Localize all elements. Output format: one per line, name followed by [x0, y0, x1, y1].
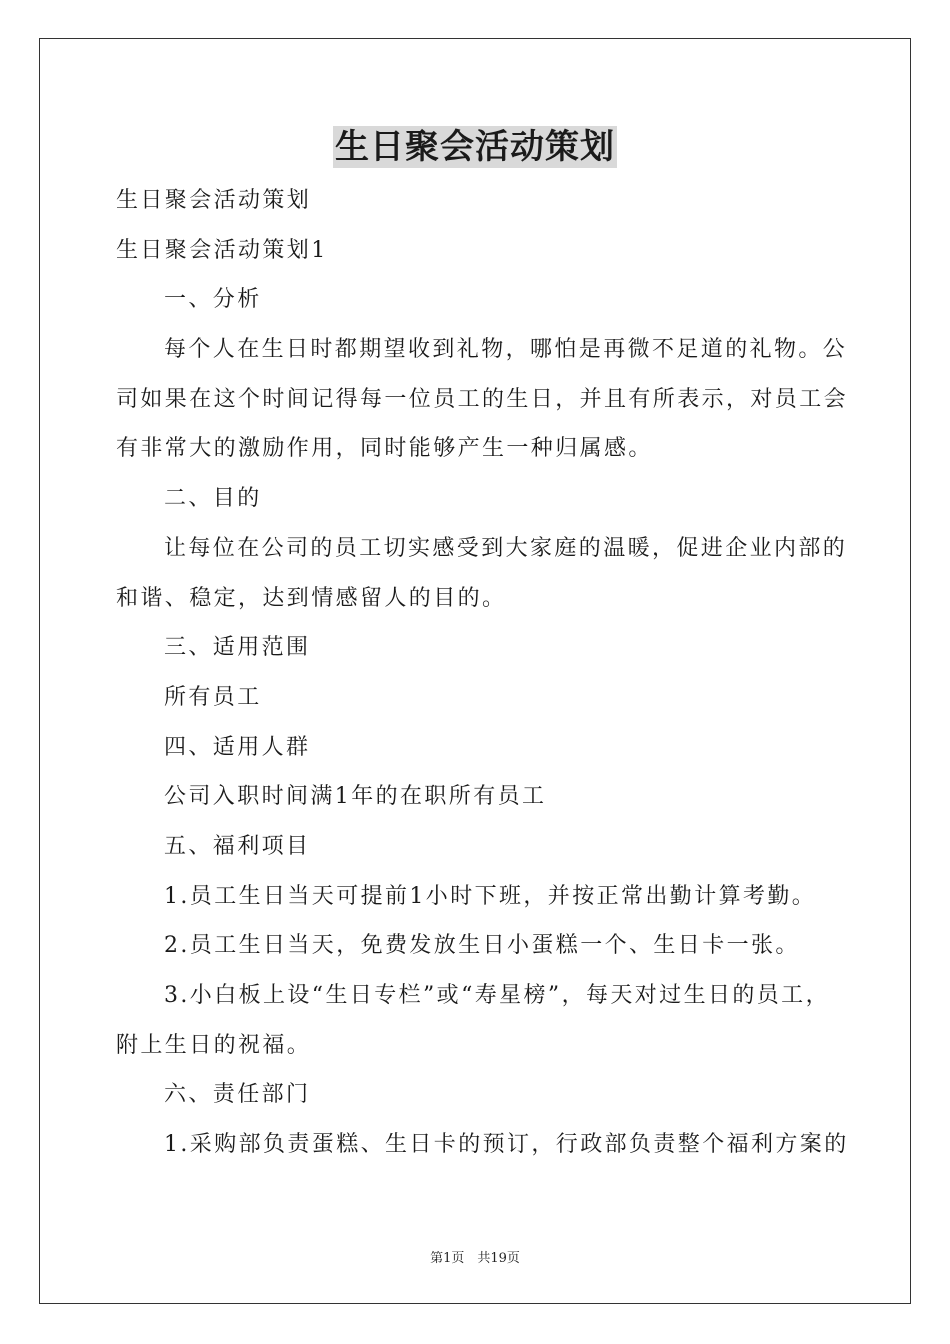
paragraph-line: 五、福利项目: [164, 833, 311, 859]
paragraph-line: 附上生日的祝福。: [116, 1032, 312, 1058]
paragraph-line: 公司入职时间满1年的在职所有员工: [164, 784, 547, 810]
paragraph-line: 三、适用范围: [164, 635, 311, 661]
paragraph-line: 让每位在公司的员工切实感受到大家庭的温暖，促进企业内部的: [164, 535, 848, 561]
paragraph-line: 2.员工生日当天，免费发放生日小蛋糕一个、生日卡一张。: [164, 933, 800, 959]
paragraph-line: 1.员工生日当天可提前1小时下班，并按正常出勤计算考勤。: [164, 883, 817, 909]
paragraph-line: 生日聚会活动策划1: [116, 237, 328, 263]
paragraph-line: 一、分析: [164, 287, 262, 313]
paragraph-line: 二、目的: [164, 486, 262, 512]
paragraph-line: 有非常大的激励作用，同时能够产生一种归属感。: [116, 436, 653, 462]
paragraph-line: 六、责任部门: [164, 1082, 311, 1108]
title-container: [0, 126, 950, 168]
paragraph-line: 每个人在生日时都期望收到礼物，哪怕是再微不足道的礼物。公: [164, 337, 848, 363]
page-footer: 第1页 共19页: [430, 1251, 520, 1266]
paragraph-line: 1.采购部负责蛋糕、生日卡的预订，行政部负责整个福利方案的: [164, 1132, 849, 1158]
paragraph-line: 3.小白板上设“生日专栏”或“寿星榜”，每天对过生日的员工，: [164, 983, 830, 1008]
paragraph-line: 生日聚会活动策划: [116, 188, 312, 213]
paragraph-line: 司如果在这个时间记得每一位员工的生日，并且有所表示，对员工会: [116, 386, 849, 412]
paragraph-line: 和谐、稳定，达到情感留人的目的。: [116, 585, 507, 611]
paragraph-line: 所有员工: [164, 684, 262, 710]
document-title: 生日聚会活动策划: [335, 127, 615, 167]
paragraph-line: 四、适用人群: [164, 734, 311, 760]
document-body: [116, 176, 849, 1170]
